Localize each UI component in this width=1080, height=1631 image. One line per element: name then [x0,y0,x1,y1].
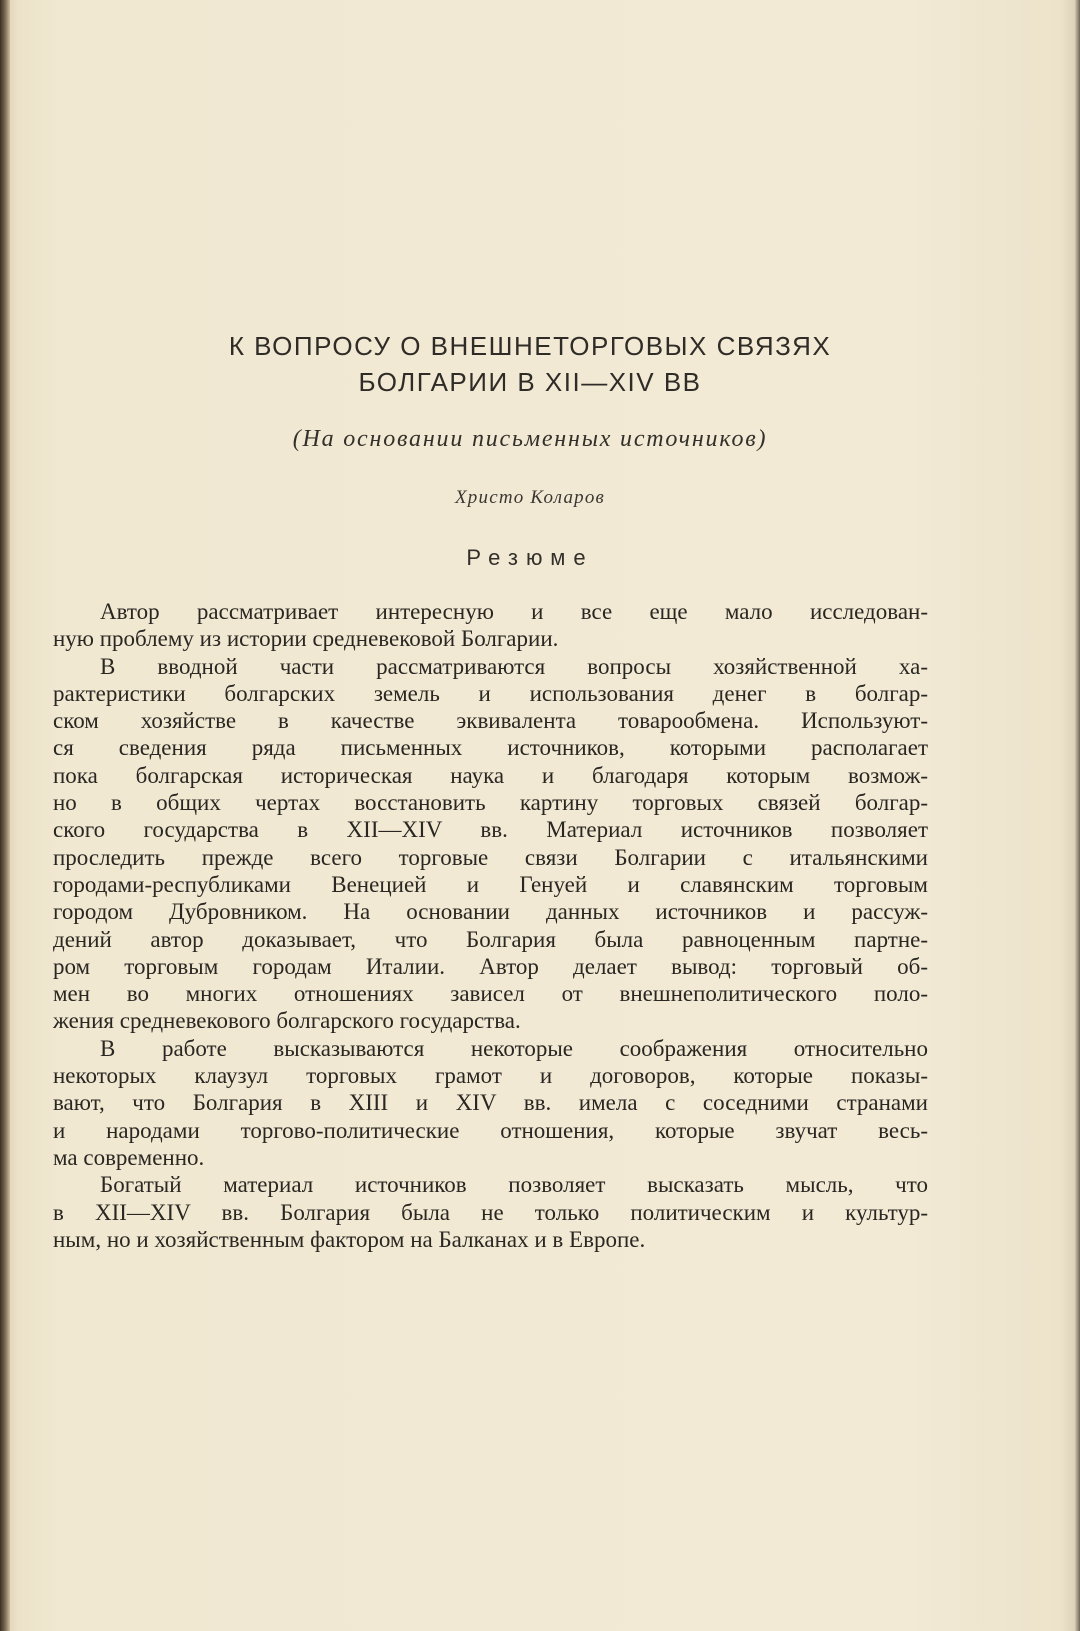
text-line: ную проблему из истории средневековой Болгарии. [53,626,559,652]
paragraph-3 [53,1035,928,1171]
article-title-line-2: БОЛГАРИИ В XII—XIV ВВ [358,367,702,397]
text-line: ся сведения ряда письменных источников, которыми располагает [53,735,928,761]
text-line: В вводной части рассматриваются вопросы хозяйственной ха- [100,653,928,679]
text-line: рактеристики болгарских земель и использования денег в болгар- [53,680,928,706]
summary-body [53,598,928,1253]
text-line: жения средневекового болгарского государства. [53,1008,521,1034]
text-line: ром торговым городам Италии. Автор делает вывод: торговый об- [53,953,928,979]
paragraph-2 [53,653,928,1035]
text-line: некоторых клаузул торговых грамот и договоров, которые показы- [53,1063,928,1089]
text-line: и народами торгово-политические отношения, которые звучат весь- [53,1117,928,1143]
text-line: Автор рассматривает интересную и все еще мало исследован- [100,599,928,624]
text-line: вают, что Болгария в XIII и XIV вв. имела с соседними странами [53,1090,928,1116]
text-line: Богатый материал источников позволяет высказать мысль, что [100,1172,928,1198]
text-line: дений автор доказывает, что Болгария была равноценным партне- [53,926,928,952]
text-line: ма современно. [53,1144,205,1170]
text-line: пока болгарская историческая наука и благодаря которым возмож- [53,762,928,788]
text-line: ным, но и хозяйственным фактором на Балканах и в Европе. [53,1226,646,1252]
text-line: городом Дубровником. На основании данных источников и рассуж- [53,899,928,925]
author-name: Христо Коларов [455,487,605,508]
paragraph-1 [53,598,928,653]
text-line: в XII—XIV вв. Болгария была не только политическим и культур- [53,1199,928,1225]
text-line: городами-республиками Венецией и Генуей и славянским торговым [53,871,928,897]
summary-heading: Резюме [466,545,594,570]
page-edge [1074,0,1080,1631]
text-line: проследить прежде всего торговые связи Болгарии с итальянскими [53,844,928,870]
text-line: В работе высказываются некоторые соображения относительно [100,1035,928,1061]
paragraph-4 [53,1171,928,1253]
text-line: ском хозяйстве в качестве эквивалента товарообмена. Используют- [53,708,928,734]
text-line: ского государства в XII—XIV вв. Материал источников позволяет [53,817,928,843]
book-spine-shadow [0,0,10,1631]
text-line: но в общих чертах восстановить картину торговых связей болгар- [53,790,928,816]
article-subtitle: (На основании письменных источников) [292,426,768,452]
text-line: мен во многих отношениях зависел от внешнеполитического поло- [53,981,928,1007]
article-title-line-1: К ВОПРОСУ О ВНЕШНЕТОРГОВЫХ СВЯЗЯХ [228,331,832,361]
